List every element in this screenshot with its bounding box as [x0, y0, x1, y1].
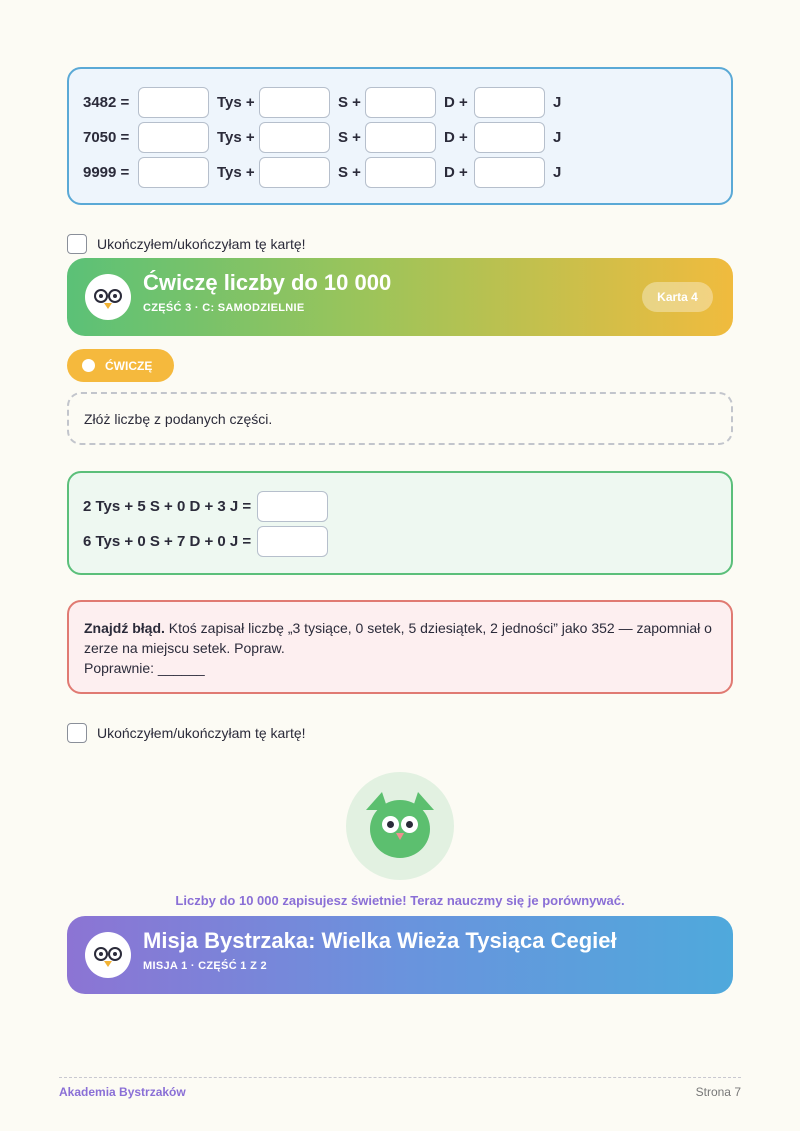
decomposition-row — [83, 155, 717, 190]
card-title: Ćwiczę liczby do 10 000 — [143, 270, 392, 295]
error-task-text: Ktoś zapisał liczbę „3 tysiące, 0 setek, 5 dziesiątek, 2 jedności” jako 352 — zapomniał o zerze na miejscu setek. Popraw. — [84, 620, 712, 656]
ones-unit: J — [553, 164, 562, 181]
tens-unit: D + — [444, 164, 468, 181]
ones-answer-box[interactable] — [474, 157, 545, 188]
hundreds-answer-box[interactable] — [259, 87, 330, 118]
tens-answer-box[interactable] — [365, 157, 436, 188]
owl-icon — [85, 932, 131, 978]
decomposition-panel — [67, 67, 733, 205]
ones-unit: J — [553, 94, 562, 111]
hundreds-unit: S + — [338, 129, 361, 146]
number-label: 9999 = — [83, 164, 130, 181]
instruction-box — [67, 392, 733, 445]
thousands-unit: Tys + — [217, 164, 255, 181]
compose-panel — [67, 471, 733, 575]
instruction-text: Złóż liczbę z podanych części. — [84, 411, 273, 427]
badge-label: ĆWICZĘ — [105, 358, 153, 373]
find-error-panel — [67, 600, 733, 694]
decomposition-row — [83, 120, 717, 155]
tens-answer-box[interactable] — [365, 122, 436, 153]
completion-checkbox-row[interactable] — [67, 234, 306, 254]
error-task-heading: Znajdź błąd. — [84, 620, 165, 636]
tens-answer-box[interactable] — [365, 87, 436, 118]
exercise-badge — [67, 349, 174, 382]
completion-checkbox-row[interactable] — [67, 723, 306, 743]
compose-row — [83, 489, 717, 524]
footer-brand: Akademia Bystrzaków — [59, 1085, 186, 1099]
thousands-answer-box[interactable] — [138, 157, 209, 188]
hundreds-answer-box[interactable] — [259, 122, 330, 153]
owl-icon — [85, 274, 131, 320]
ones-unit: J — [553, 129, 562, 146]
compose-answer-box[interactable] — [257, 526, 328, 557]
ones-answer-box[interactable] — [474, 122, 545, 153]
compose-expression: 6 Tys + 0 S + 7 D + 0 J = — [83, 533, 252, 550]
mission-banner — [67, 916, 733, 994]
footer-divider — [59, 1077, 741, 1078]
compose-expression: 2 Tys + 5 S + 0 D + 3 J = — [83, 498, 252, 515]
card-header-banner — [67, 258, 733, 336]
hundreds-answer-box[interactable] — [259, 157, 330, 188]
card-number-pill: Karta 4 — [642, 282, 713, 312]
ones-answer-box[interactable] — [474, 87, 545, 118]
owl-icon — [346, 772, 454, 880]
number-label: 7050 = — [83, 129, 130, 146]
thousands-answer-box[interactable] — [138, 87, 209, 118]
error-answer-label: Poprawnie: ______ — [84, 660, 205, 676]
checkbox-label: Ukończyłem/ukończyłam tę kartę! — [97, 725, 306, 741]
mascot-message: Liczby do 10 000 zapisujesz świetnie! Teraz nauczmy się je porównywać. — [175, 893, 625, 908]
mission-subtitle: MISJA 1 · CZĘŚĆ 1 Z 2 — [143, 960, 267, 972]
hundreds-unit: S + — [338, 164, 361, 181]
thousands-unit: Tys + — [217, 129, 255, 146]
hundreds-unit: S + — [338, 94, 361, 111]
dot-icon — [82, 359, 95, 372]
thousands-answer-box[interactable] — [138, 122, 209, 153]
checkbox-icon[interactable] — [67, 723, 87, 743]
tens-unit: D + — [444, 94, 468, 111]
number-label: 3482 = — [83, 94, 130, 111]
mission-title: Misja Bystrzaka: Wielka Wieża Tysiąca Cegieł — [143, 928, 617, 953]
checkbox-label: Ukończyłem/ukończyłam tę kartę! — [97, 236, 306, 252]
compose-answer-box[interactable] — [257, 491, 328, 522]
card-subtitle: CZĘŚĆ 3 · C: SAMODZIELNIE — [143, 302, 305, 314]
page-number: Strona 7 — [695, 1085, 741, 1099]
thousands-unit: Tys + — [217, 94, 255, 111]
decomposition-row — [83, 85, 717, 120]
tens-unit: D + — [444, 129, 468, 146]
checkbox-icon[interactable] — [67, 234, 87, 254]
compose-row — [83, 524, 717, 559]
